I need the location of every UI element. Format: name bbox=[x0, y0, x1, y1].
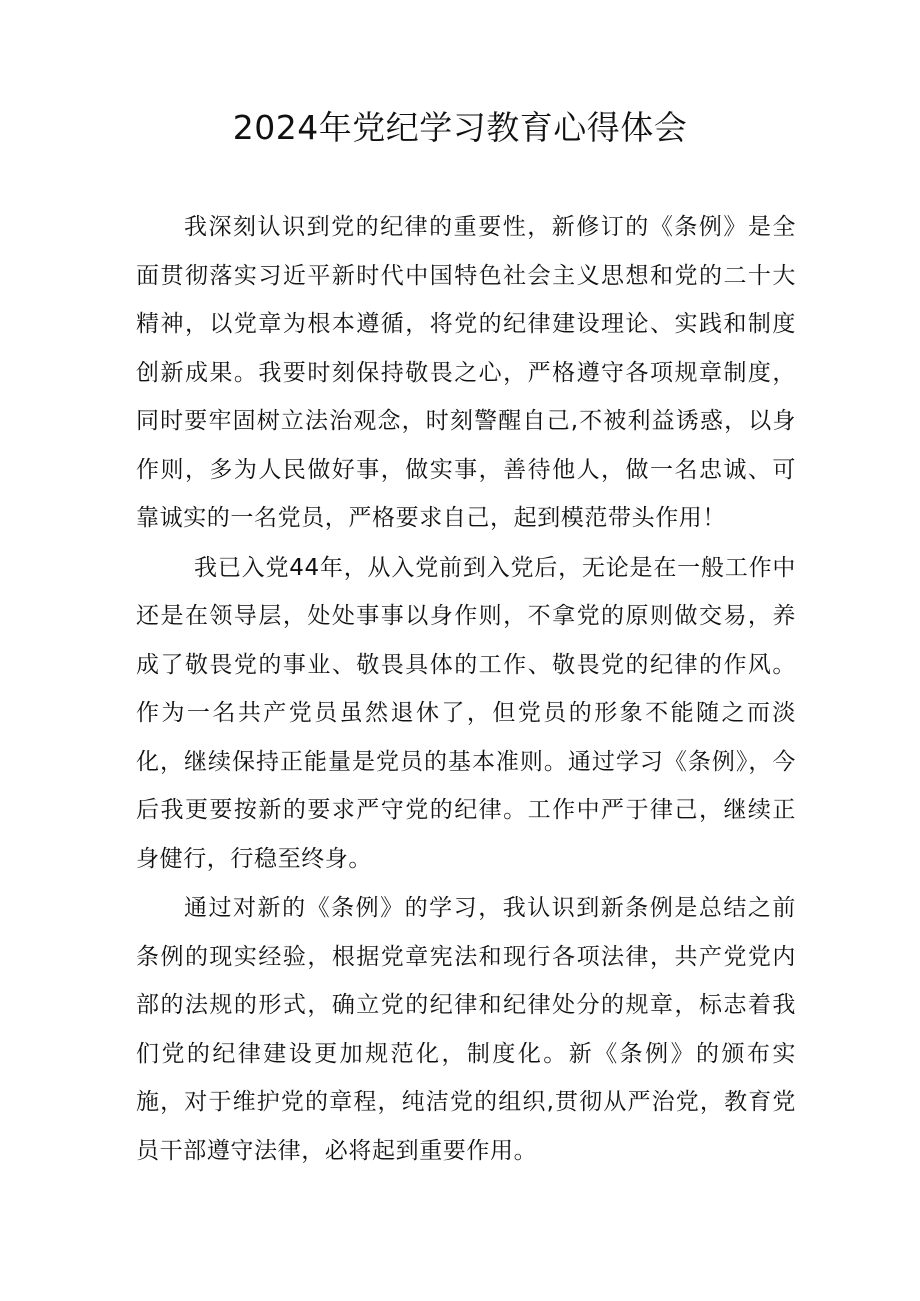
paragraph-1: 我深刻认识到党的纪律的重要性，新修订的《条例》是全面贯彻落实习近平新时代中国特色社会主义思想和党的二十大精神，以党章为根本遵循，将党的纪律建设理论、实践和制度创新成果。我要时刻保持敬畏之心，严格遵守各项规章制度，同时要牢固树立法治观念，时刻警醒自己,不被利益诱惑，以身作则，多为人民做好事，做实事，善待他人，做一名忠诚、可靠诚实的一名党员，严格要求自己，起到模范带头作用！ bbox=[136, 214, 796, 531]
paragraph-2: 我已入党44年，从入党前到入党后，无论是在一般工作中还是在领导层，处处事事以身作则，不拿党的原则做交易，养成了敬畏党的事业、敬畏具体的工作、敬畏党的纪律的作风。作为一名共产党员虽然退休了，但党员的形象不能随之而淡化，继续保持正能量是党员的基本准则。通过学习《条例》，今后我更要按新的要求严守党的纪律。工作中严于律己，继续正身健行，行稳至终身。 bbox=[136, 554, 796, 872]
paragraph-3: 通过对新的《条例》的学习，我认识到新条例是总结之前条例的现实经验，根据党章宪法和现行各项法律，共产党党内部的法规的形式，确立党的纪律和纪律处分的规章，标志着我们党的纪律建设更加规范化，制度化。新《条例》的颁布实施，对于维护党的章程，纯洁党的组织,贯彻从严治党，教育党员干部遵守法律，必将起到重要作用。 bbox=[136, 895, 796, 1164]
document-title: 2024年党纪学习教育心得体会 bbox=[232, 108, 688, 147]
document-body bbox=[136, 203, 796, 1175]
